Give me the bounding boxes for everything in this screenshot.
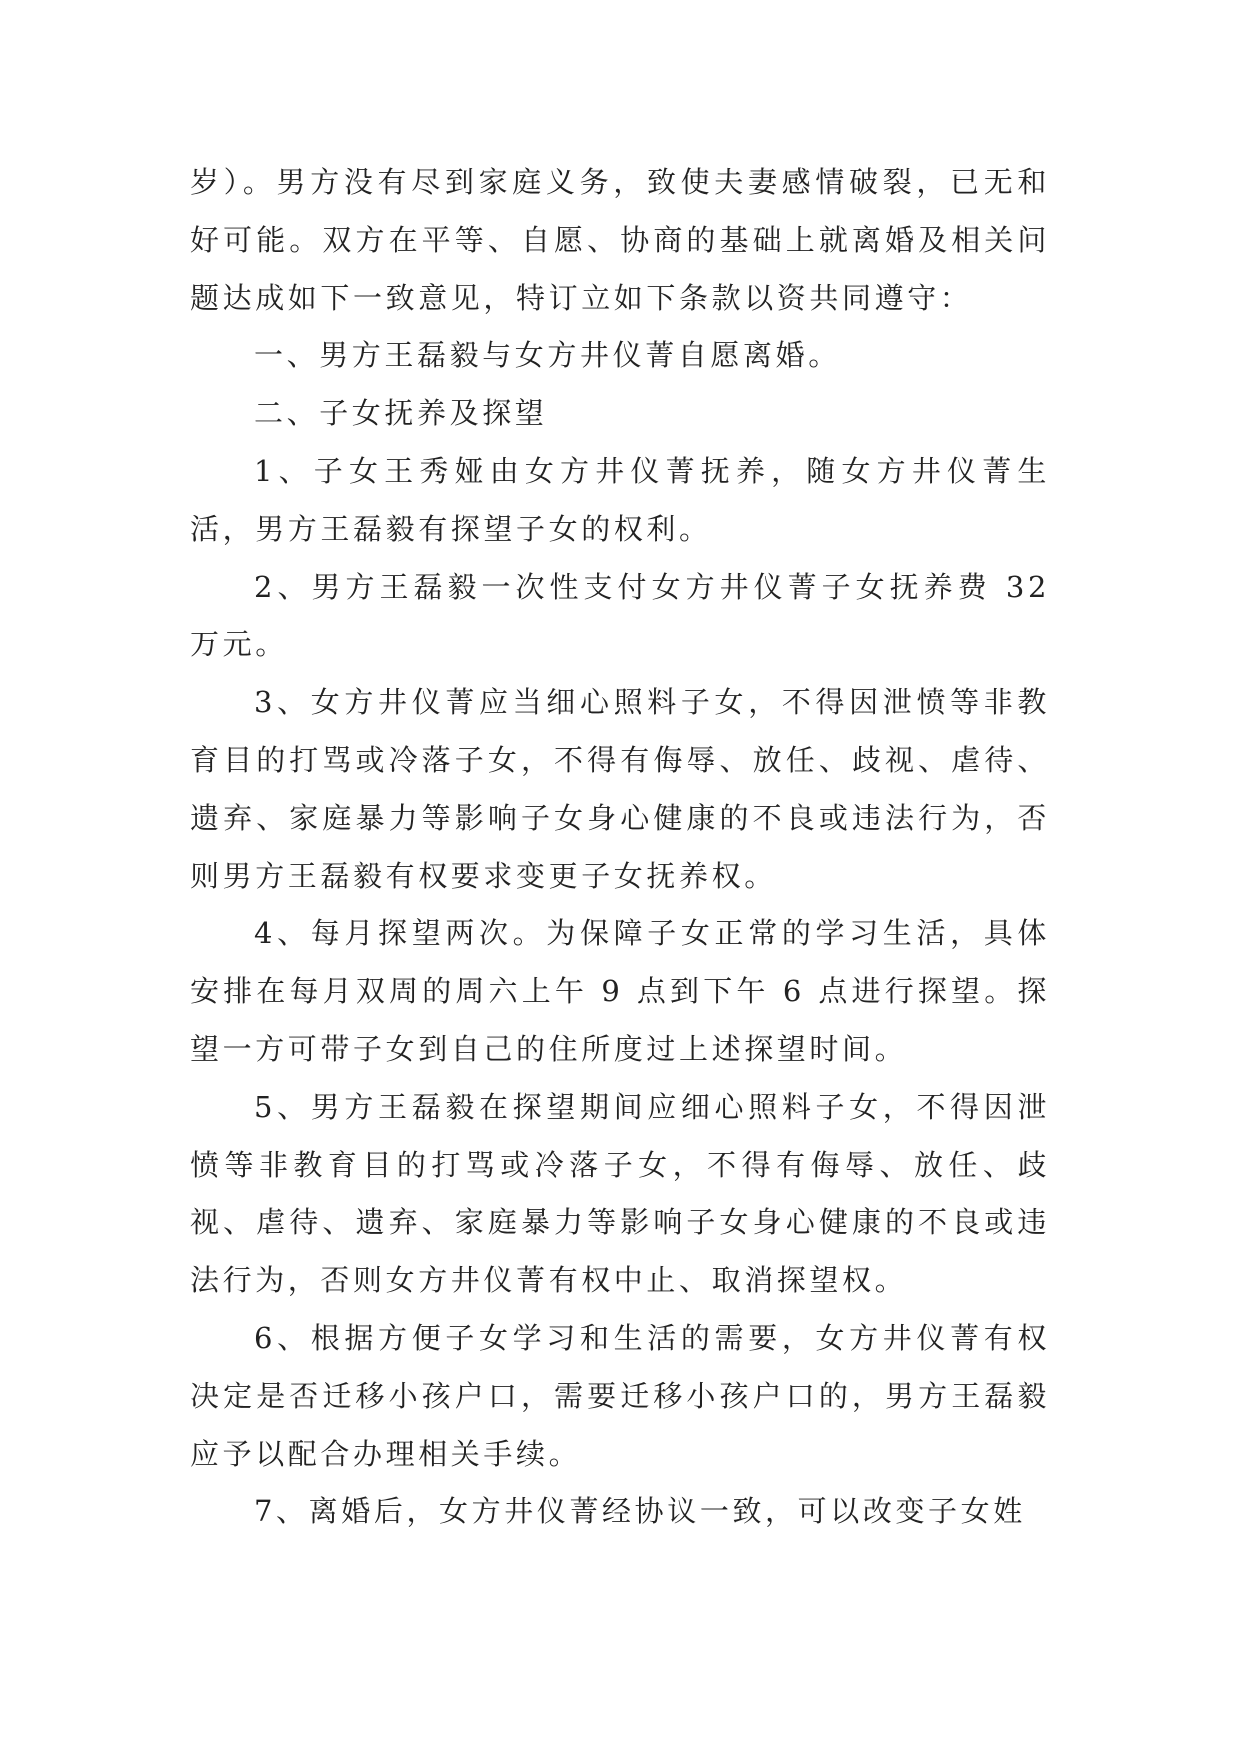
clause-2-item-1: 1、子女王秀娅由女方井仪菁抚养，随女方井仪菁生活，男方王磊毅有探望子女的权利。: [190, 453, 1050, 546]
clause-2-item-7: 7、离婚后，女方井仪菁经协议一致，可以改变子女姓: [254, 1494, 1026, 1529]
clause-1-voluntary-divorce: 一、男方王磊毅与女方井仪菁自愿离婚。: [254, 338, 841, 373]
clause-2-item-4: 4、每月探望两次。为保障子女正常的学习生活，具体安排在每月双周的周六上午 9 点到下午 6 点进行探望。探望一方可带子女到自己的住所度过上述探望时间。: [190, 916, 1050, 1066]
clause-2-item-6: 6、根据方便子女学习和生活的需要，女方井仪菁有权决定是否迁移小孩户口，需要迁移小孩户口的，男方王磊毅应予以配合办理相关手续。: [190, 1320, 1050, 1471]
paragraph-intro-continued: 岁）。男方没有尽到家庭义务，致使夫妻感情破裂，已无和好可能。双方在平等、自愿、协商的基础上就离婚及相关问题达成如下一致意见，特订立如下条款以资共同遵守：: [190, 165, 1050, 315]
clause-2-item-2: 2、男方王磊毅一次性支付女方井仪菁子女抚养费 32 万元。: [190, 569, 1050, 662]
clause-2-heading-child-custody: 二、子女抚养及探望: [254, 396, 548, 431]
clause-2-item-3: 3、女方井仪菁应当细心照料子女，不得因泄愤等非教育目的打骂或冷落子女，不得有侮辱、放任、歧视、虐待、遗弃、家庭暴力等影响子女身心健康的不良或违法行为，否则男方王磊毅有权要求变更子女抚养权。: [190, 685, 1050, 893]
document-body: [190, 154, 1050, 1541]
clause-2-item-5: 5、男方王磊毅在探望期间应细心照料子女，不得因泄愤等非教育目的打骂或冷落子女，不得有侮辱、放任、歧视、虐待、遗弃、家庭暴力等影响子女身心健康的不良或违法行为，否则女方井仪菁有权中止、取消探望权。: [190, 1089, 1050, 1298]
